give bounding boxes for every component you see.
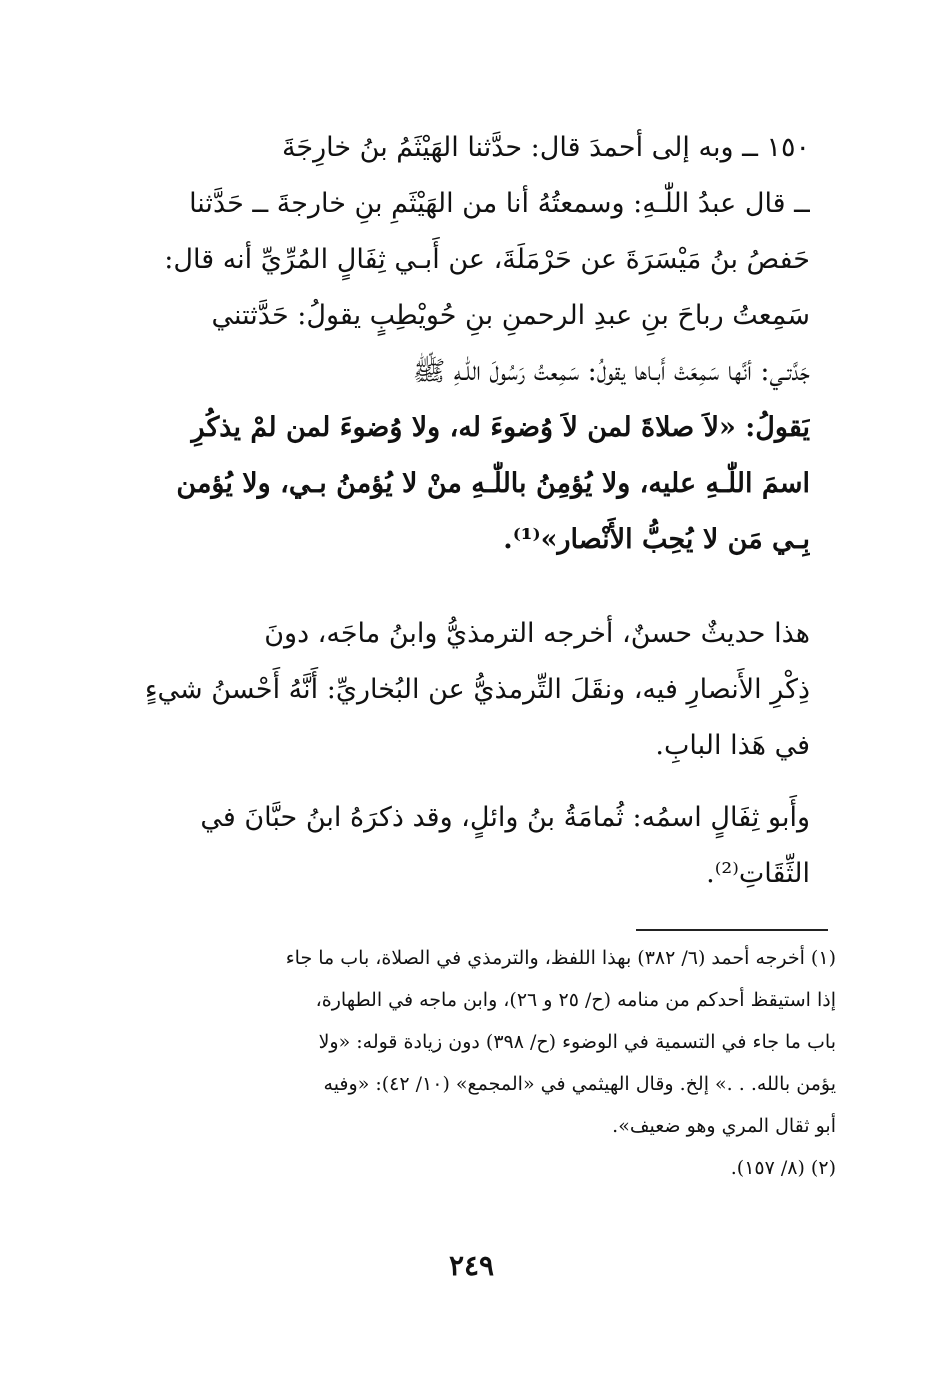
- main-text: [132, 120, 810, 902]
- hadith-line: بِـي مَن لا يُحِبُّ الأَنْصار»⁽¹⁾.: [503, 524, 810, 555]
- hadith-line: ــ قال عبدُ اللّٰـهِ: وسمعتُهُ أنا من الهَيْثَمِ بنِ خارجةَ ــ حَدَّثنا: [189, 188, 810, 219]
- commentary-line: ذِكْرِ الأَنصارِ فيه، ونقَلَ التِّرمذيُّ عن البُخاريِّ: أَنَّهُ أَحْسنُ شيءٍ: [144, 674, 810, 705]
- hadith-line: يَقولُ: «لاَ صلاةَ لمن لاَ وُضوءَ له، ولا وُضوءَ لمن لمْ يذكُرِ: [191, 412, 810, 443]
- hadith-line: سَمِعتُ رباحَ بنِ عبدِ الرحمنِ بنِ حُويْطِبٍ يقولُ: حَدَّثتني: [211, 300, 810, 331]
- footnote-line: إذا استيقظ أحدكم من منامه (ح/ ٢٥ و ٢٦)، وابن ماجه في الطهارة،: [315, 989, 836, 1011]
- hadith-line: ١٥٠ ــ وبه إلى أحمدَ قال: حدَّثنا الهَيْثَمُ بنُ خارِجَةَ: [281, 132, 810, 163]
- footnote-line: (٢) (٨/ ١٥٧).: [730, 1157, 836, 1179]
- hadith-line: جَدَّتـي: أنَّها سَمِعَتْ أَبـاها يقولُ: سَمِعتُ رَسُولَ اللّٰـهِ ﷺ: [412, 356, 810, 387]
- paragraph-gap: [132, 774, 810, 790]
- footnote-line: (١) أخرجه أحمد (٦/ ٣٨٢) بهذا اللفظ، والترمذي في الصلاة، باب ما جاء: [285, 947, 836, 969]
- hadith-line: حَفصُ بنُ مَيْسَرَةَ عن حَرْمَلَةَ، عن أَبـي ثِفَالٍ المُرِّيِّ أنه قال:: [164, 244, 810, 275]
- commentary-line: في هَذا البابِ.: [655, 730, 810, 761]
- paragraph-gap: [132, 568, 810, 606]
- commentary-line: هذا حديثٌ حسنٌ، أخرجه الترمذيُّ وابنُ ماجَه، دونَ: [264, 618, 810, 649]
- hadith-paragraph: [132, 120, 810, 568]
- narrator-line: وأَبو ثِفَالٍ اسمُه: ثُمامَةُ بنُ وائلٍ، وقد ذكرَهُ ابنُ حبَّانَ في: [200, 802, 810, 833]
- narrator-paragraph: [132, 790, 810, 902]
- footnotes: [132, 937, 836, 1189]
- footnote-line: يؤمن بالله. . .» إلخ. وقال الهيثمي في «المجمع» (١٠/ ٤٢): «وفيه: [323, 1073, 836, 1095]
- narrator-line: الثِّقَاتِ⁽²⁾.: [706, 858, 810, 889]
- page-number: ٢٤٩: [448, 1249, 495, 1282]
- footnote-line: باب ما جاء في التسمية في الوضوء (ح/ ٣٩٨) دون زيادة قوله: «ولا: [318, 1031, 836, 1053]
- hadith-line: اسمَ اللّٰـهِ عليه، ولا يُؤمِنُ باللّٰـهِ منْ لا يُؤمنُ بـي، ولا يُؤمن: [176, 468, 810, 499]
- commentary-paragraph: [132, 606, 810, 774]
- footnote-divider: [636, 929, 828, 931]
- footnote-line: أبو ثقال المري وهو ضعيف».: [612, 1115, 836, 1137]
